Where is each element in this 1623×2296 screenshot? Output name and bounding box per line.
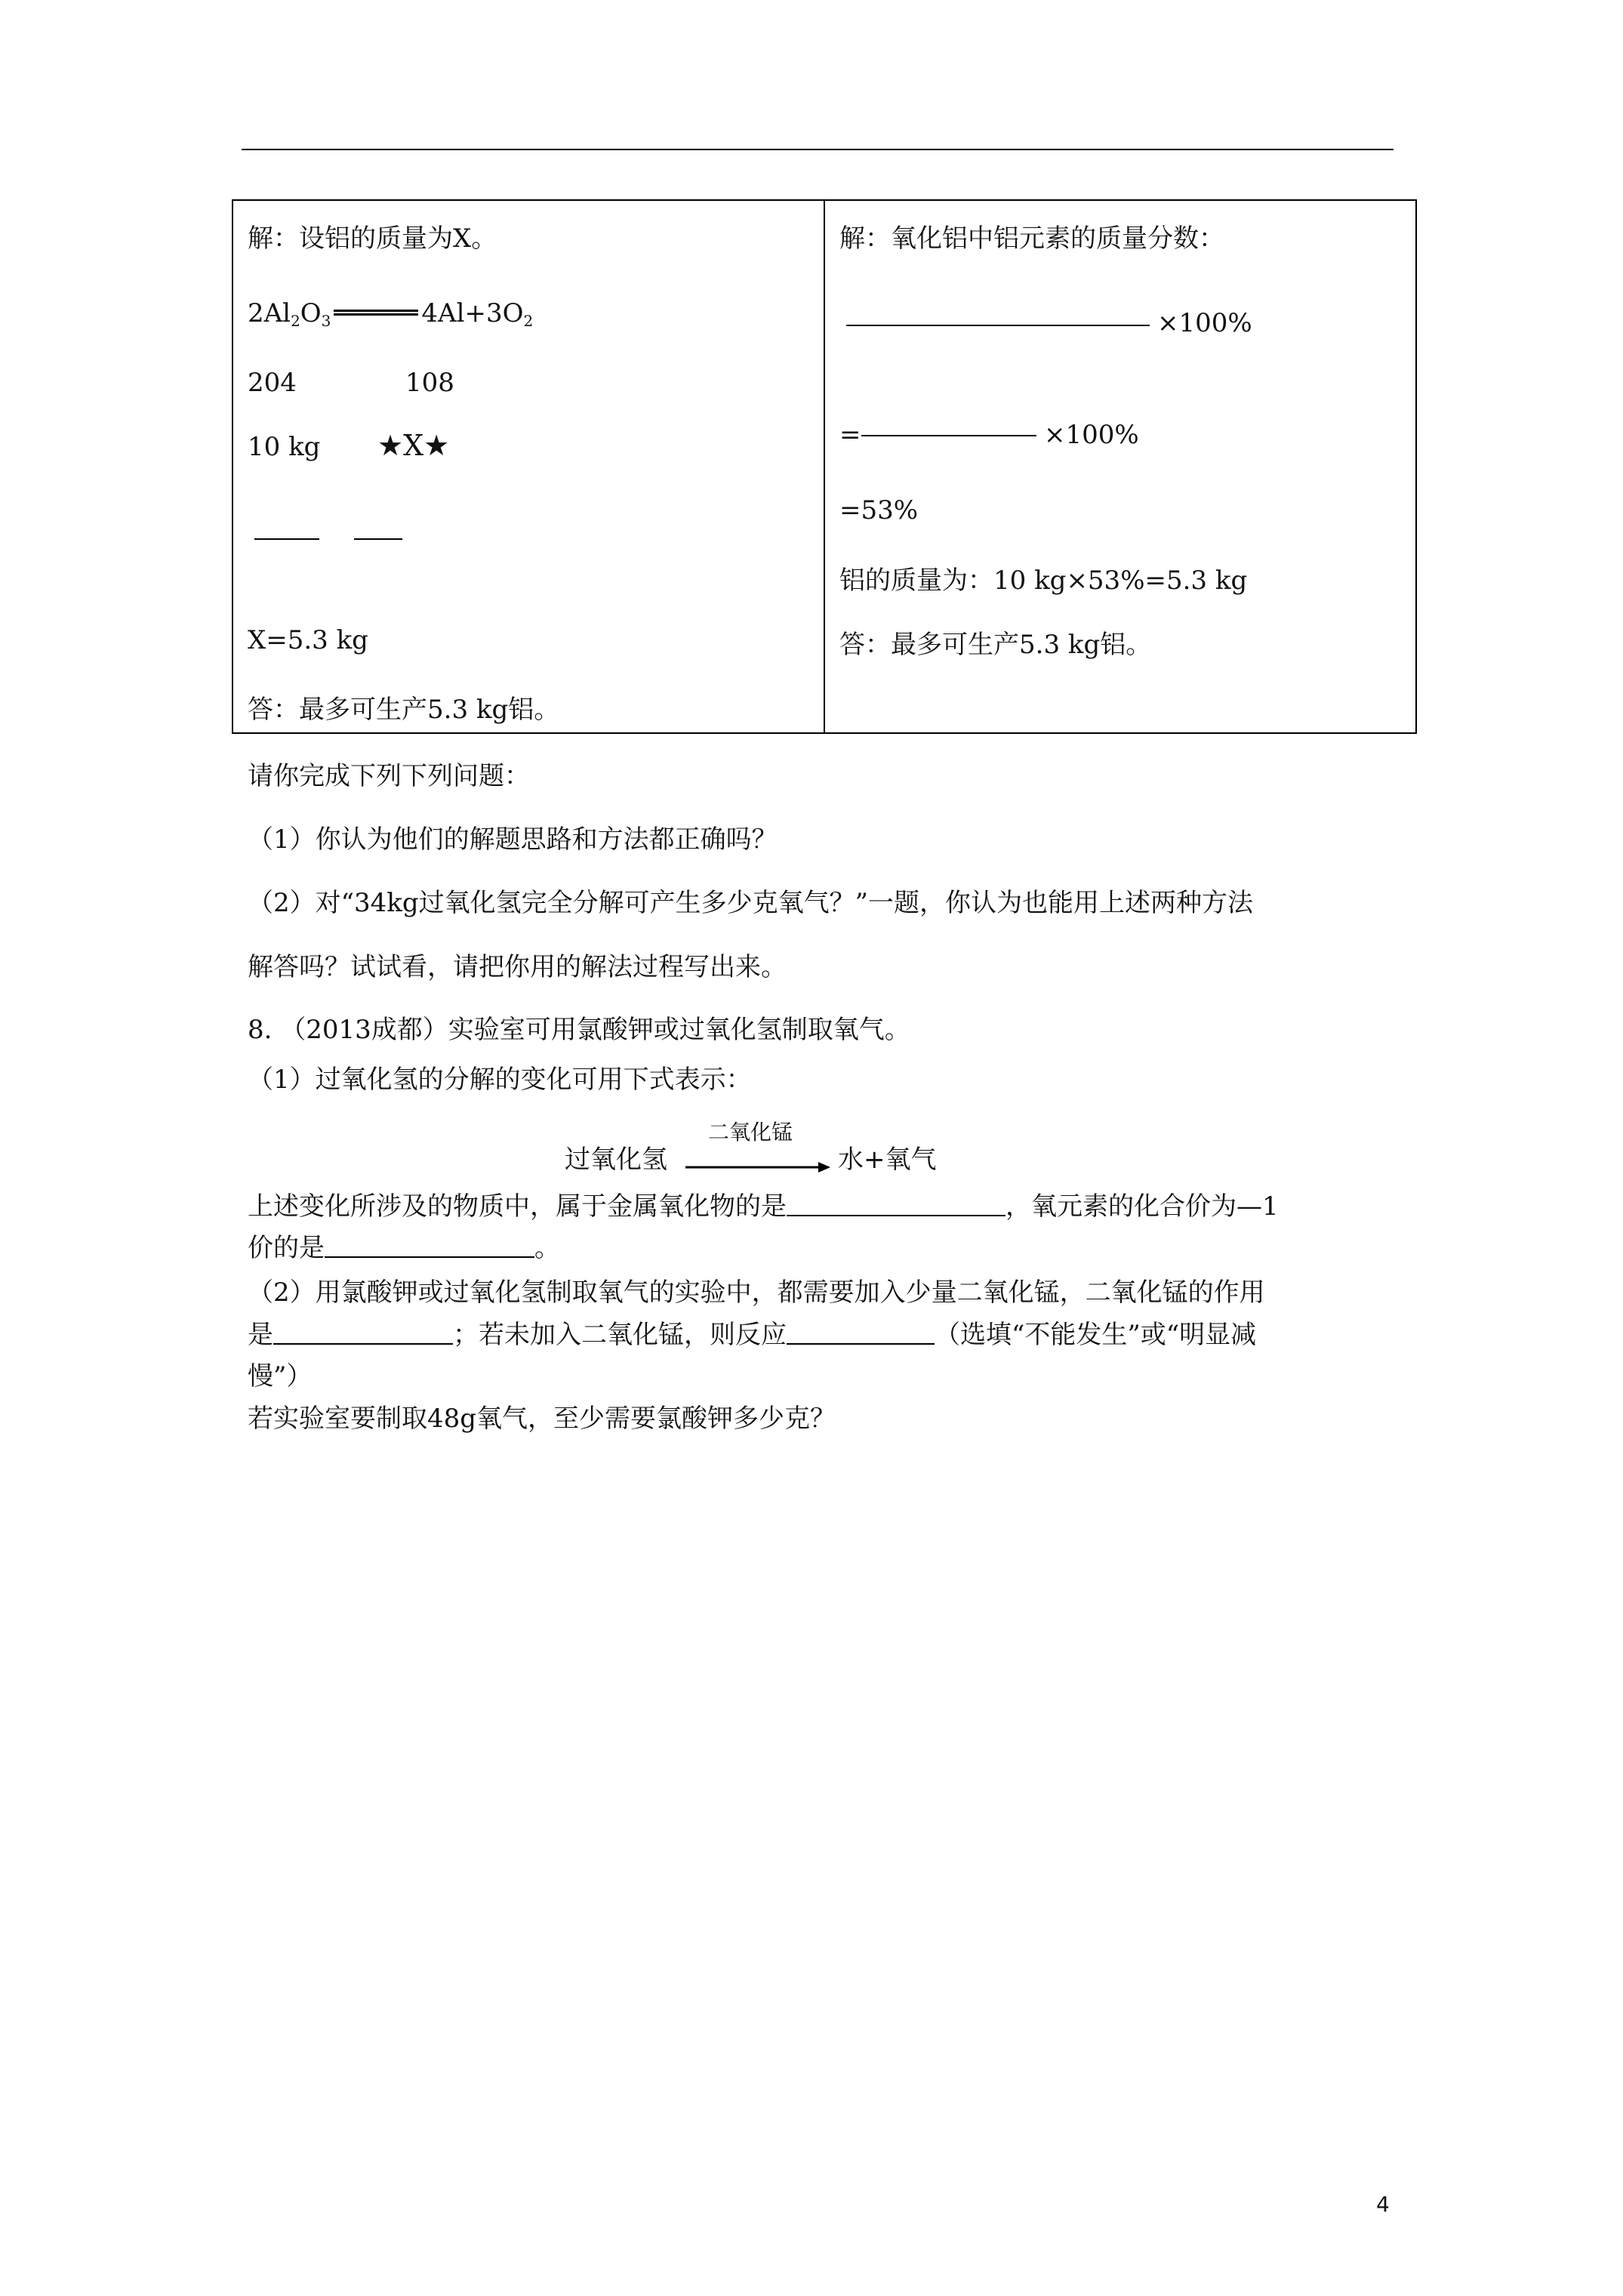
left-unknown: ★X★ <box>377 429 450 462</box>
eq-reactant: $2Al_2O_3$ <box>248 298 331 330</box>
arrow-right-icon <box>685 1160 830 1175</box>
right-fraction-2-prefix: = <box>839 420 861 450</box>
problem-8-fill-line-2 <box>248 1227 560 1264</box>
header-rule <box>242 149 1394 150</box>
questions-intro: 请你完成下列下列问题： <box>248 761 530 791</box>
catalyst-role-blank[interactable] <box>273 1321 453 1345</box>
problem-8-part-2-line-2 <box>248 1314 1256 1351</box>
problem-8-part-2-line-3: 慢”） <box>248 1361 313 1391</box>
left-answer: 答：最多可生产5.3 kg铝。 <box>248 695 560 725</box>
right-solution-intro: 解：氧化铝中铝元素的质量分数： <box>839 223 1224 254</box>
left-result: X=5.3 kg <box>248 625 368 655</box>
fill-1-text-c: 价的是 <box>248 1233 325 1263</box>
fill-2-text-b: ；若未加入二氧化锰，则反应 <box>453 1320 787 1350</box>
fill-1-text-b: ，氧元素的化合价为—1 <box>1006 1191 1279 1222</box>
question-2-line-1: （2）对“34kg过氧化氢完全分解可产生多少克氧气？”一题，你认为也能用上述两种方法 <box>248 888 1254 918</box>
eq-double-bar <box>334 310 418 316</box>
problem-8-part-2-line-1: （2）用氯酸钾或过氧化氢制取氧气的实验中，都需要加入少量二氧化锰，二氧化锰的作用 <box>248 1277 1265 1308</box>
left-mass-a: 204 <box>248 368 297 398</box>
left-equation <box>248 298 533 330</box>
right-fraction-1-suffix: ×100% <box>1157 308 1252 338</box>
oxygen-valence-blank[interactable] <box>325 1234 534 1258</box>
fill-2-text-c: （选填“不能发生”或“明显减 <box>935 1320 1257 1350</box>
fill-1-text-d: 。 <box>534 1233 560 1263</box>
right-mass: 铝的质量为：10 kg×53%=5.3 kg <box>839 566 1248 596</box>
question-2-line-2: 解答吗？试试看，请把你用的解法过程写出来。 <box>248 952 787 982</box>
problem-8-fill-line-1 <box>248 1185 1279 1222</box>
fill-1-text-a: 上述变化所涉及的物质中，属于金属氧化物的是 <box>248 1191 787 1222</box>
fill-2-text-a: 是 <box>248 1320 273 1350</box>
problem-8-part-1: （1）过氧化氢的分解的变化可用下式表示： <box>248 1065 752 1095</box>
table-divider <box>824 199 825 734</box>
right-fraction-2-suffix: ×100% <box>1044 420 1139 450</box>
reaction-products: 水+氧气 <box>838 1145 937 1175</box>
right-fraction-line-1 <box>846 325 1150 326</box>
left-fraction-line-2 <box>354 538 402 540</box>
reaction-reactant: 过氧化氢 <box>565 1145 667 1175</box>
problem-8-part-3: 若实验室要制取48g氧气，至少需要氯酸钾多少克？ <box>248 1404 836 1434</box>
left-fraction-line-1 <box>254 538 319 540</box>
eq-products: $4Al+3O_2$ <box>421 298 534 330</box>
reaction-catalyst: 二氧化锰 <box>708 1120 793 1145</box>
right-answer: 答：最多可生产5.3 kg铝。 <box>839 630 1152 660</box>
left-solution-intro: 解：设铝的质量为X。 <box>248 223 497 254</box>
page-number: 4 <box>1376 2192 1390 2217</box>
reaction-effect-blank[interactable] <box>787 1321 935 1345</box>
right-percentage: =53% <box>839 495 919 525</box>
question-1: （1）你认为他们的解题思路和方法都正确吗？ <box>248 824 778 855</box>
reaction-arrow <box>685 1151 830 1166</box>
left-given: 10 kg <box>248 432 321 462</box>
problem-8-title: 8. （2013成都）实验室可用氯酸钾或过氧化氢制取氧气。 <box>248 1015 910 1045</box>
right-fraction-line-2 <box>861 435 1036 436</box>
left-mass-b: 108 <box>405 368 454 398</box>
metal-oxide-blank[interactable] <box>787 1192 1006 1216</box>
